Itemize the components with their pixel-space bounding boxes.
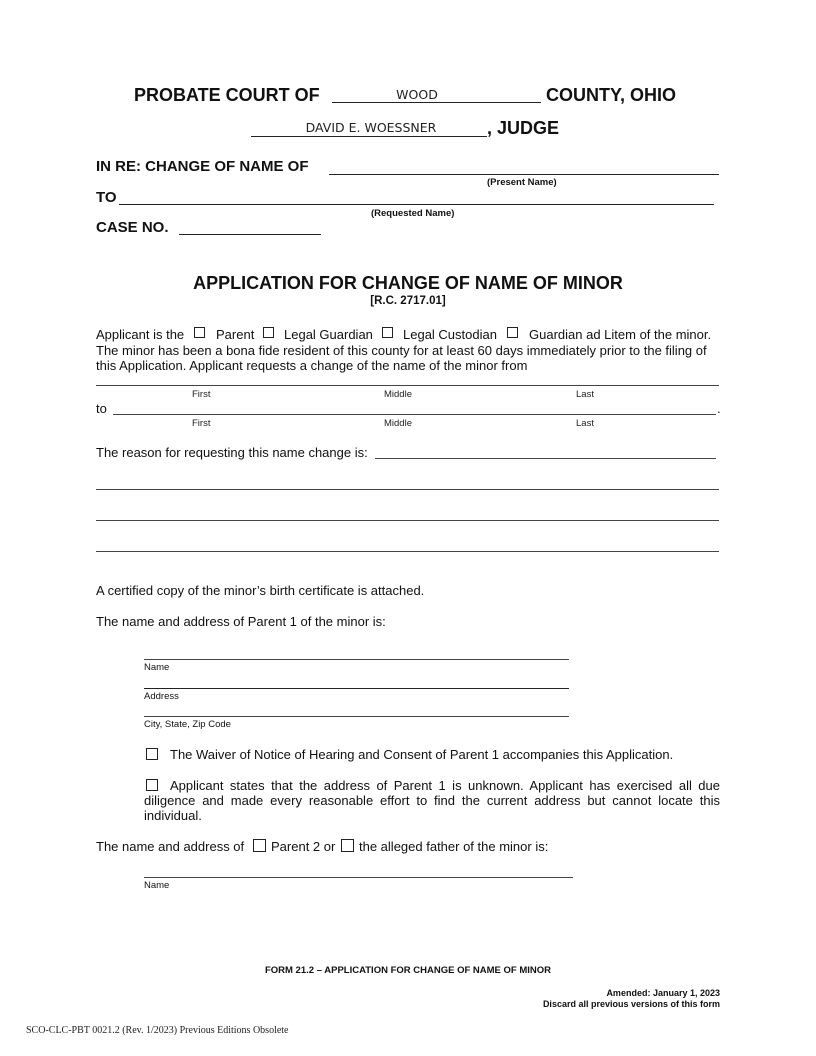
checkbox-address-unknown[interactable] xyxy=(146,779,158,791)
to-prefix: to xyxy=(96,401,107,416)
address-unknown-line3: individual. xyxy=(144,808,202,823)
parent1-intro: The name and address of Parent 1 of the minor is: xyxy=(96,614,386,629)
option-legal-guardian-label: Legal Guardian xyxy=(284,327,373,342)
reason-line-3 xyxy=(96,520,719,521)
from-last-label: Last xyxy=(576,389,594,400)
reason-line-1 xyxy=(375,458,716,459)
court-prefix: PROBATE COURT OF xyxy=(134,85,320,105)
reason-line-2 xyxy=(96,489,719,490)
reason-label: The reason for requesting this name change is: xyxy=(96,445,368,460)
checkbox-legal-custodian[interactable] xyxy=(382,327,393,338)
option-parent-label: Parent xyxy=(216,327,255,342)
judge-field[interactable]: DAVID E. WOESSNER xyxy=(305,120,437,135)
birth-certificate-text: A certified copy of the minor’s birth certificate is attached. xyxy=(96,583,425,598)
parent2-intro: The name and address of xyxy=(96,839,245,854)
option-guardian-ad-litem-label: Guardian ad Litem of the minor. xyxy=(529,327,712,342)
court-suffix: COUNTY, OHIO xyxy=(546,85,677,105)
checkbox-alleged-father[interactable] xyxy=(341,839,354,852)
parent1-city-label: City, State, Zip Code xyxy=(144,719,231,730)
amended-date: Amended: January 1, 2023 xyxy=(606,988,720,998)
applicant-prefix: Applicant is the xyxy=(96,327,185,342)
checkbox-parent[interactable] xyxy=(194,327,205,338)
checkbox-guardian-ad-litem[interactable] xyxy=(507,327,518,338)
alleged-father-label: the alleged father of the minor is: xyxy=(359,839,549,854)
parent1-name-line xyxy=(144,659,569,660)
reason-line-4 xyxy=(96,551,719,552)
present-name-label: (Present Name) xyxy=(487,177,557,188)
request-text: this Application. Applicant requests a change of the name of the minor from xyxy=(96,358,528,373)
statute-reference: [R.C. 2717.01] xyxy=(370,295,446,307)
judge-suffix: , JUDGE xyxy=(487,118,560,138)
case-no-label: CASE NO. xyxy=(96,219,169,236)
county-line xyxy=(332,102,541,103)
form-title: APPLICATION FOR CHANGE OF NAME OF MINOR xyxy=(193,273,623,293)
form-code: SCO-CLC-PBT 0021.2 (Rev. 1/2023) Previous Editions Obsolete xyxy=(26,1025,289,1036)
parent2-name-line xyxy=(144,877,573,878)
parent2-name-label: Name xyxy=(144,880,170,891)
parent2-option-label: Parent 2 or xyxy=(271,839,336,854)
parent1-name-label: Name xyxy=(144,662,170,673)
from-name-line xyxy=(96,385,719,386)
from-middle-label: Middle xyxy=(384,389,412,400)
checkbox-parent2[interactable] xyxy=(253,839,266,852)
parent1-address-label: Address xyxy=(144,691,179,702)
to-first-label: First xyxy=(192,418,211,429)
to-suffix: . xyxy=(717,401,721,416)
residency-text: The minor has been a bona fide resident of this county for at least 60 days immediately prior to the filing of xyxy=(96,343,707,358)
form-id: FORM 21.2 – APPLICATION FOR CHANGE OF NAME OF MINOR xyxy=(264,965,552,976)
parent1-city-line xyxy=(144,716,569,717)
to-middle-label: Middle xyxy=(384,418,412,429)
present-name-line xyxy=(329,174,719,175)
judge-line xyxy=(251,136,487,137)
checkbox-waiver[interactable] xyxy=(146,748,158,760)
from-first-label: First xyxy=(192,389,211,400)
parent1-address-line xyxy=(144,688,569,689)
option-legal-custodian-label: Legal Custodian xyxy=(403,327,497,342)
requested-name-label: (Requested Name) xyxy=(371,208,455,219)
address-unknown-line2: diligence and made every reasonable effort to find the current address but cannot locate this xyxy=(144,793,720,808)
to-label: TO xyxy=(96,189,117,206)
address-unknown-line1: Applicant states that the address of Parent 1 is unknown. Applicant has exercised all due xyxy=(170,778,720,793)
discard-notice: Discard all previous versions of this form xyxy=(542,999,720,1009)
county-field[interactable]: WOOD xyxy=(396,87,438,102)
case-no-line xyxy=(179,234,321,235)
in-re-label: IN RE: CHANGE OF NAME OF xyxy=(96,158,309,175)
to-name-line xyxy=(113,414,716,415)
requested-name-line xyxy=(119,204,714,205)
waiver-text: The Waiver of Notice of Hearing and Consent of Parent 1 accompanies this Application. xyxy=(170,747,674,762)
to-last-label: Last xyxy=(576,418,594,429)
checkbox-legal-guardian[interactable] xyxy=(263,327,274,338)
